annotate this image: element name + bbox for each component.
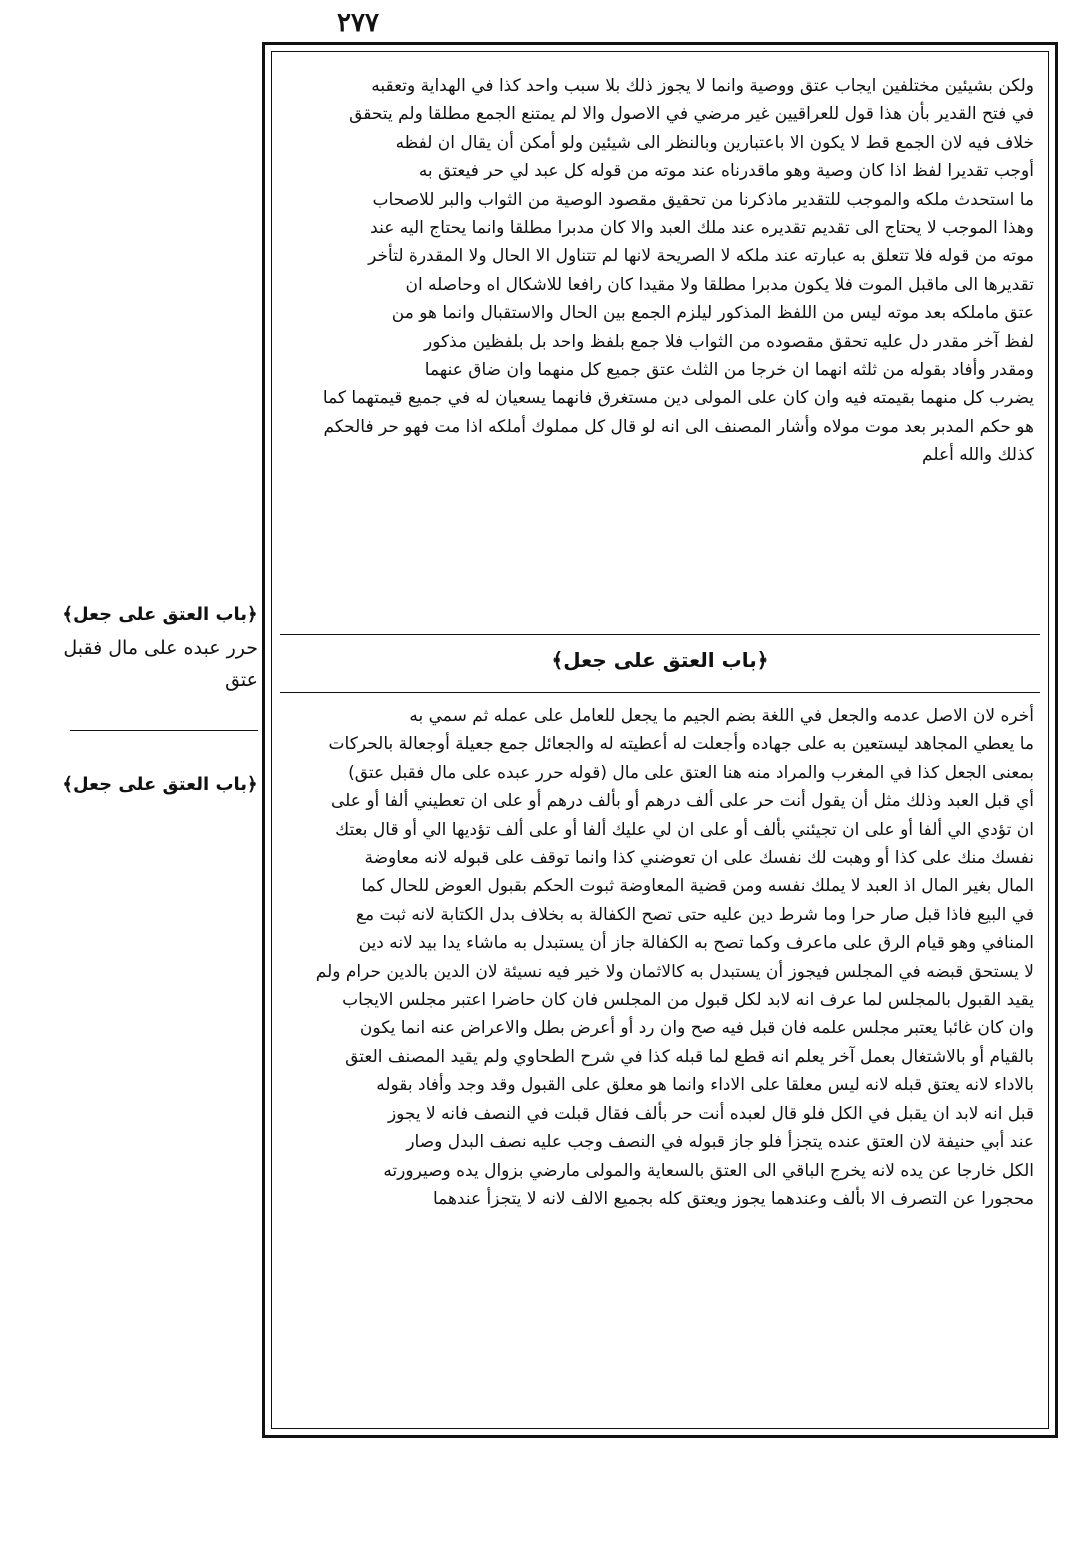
text-line: عتق ماملكه بعد موته ليس من اللفظ المذكور ليلزم الجمع بين الحال والاستقبال وانما هو من	[391, 303, 1034, 324]
text-line: أوجب تقديرا لفظ اذا كان وصية وهو ماقدرناه عند موته من قوله كل عبد لي حر فيعتق به	[418, 161, 1034, 182]
text-line: محجورا عن التصرف الا بألف وعندهما يجوز ويعتق كله بجميع الالف لانه لا يتجزأ عندهما	[432, 1188, 1034, 1209]
text-line: لا يستحق قبضه في المجلس فيجوز أن يستبدل به كالاثمان ولا خير فيه نسيئة لان الدين بالدين حرام ولم	[315, 961, 1034, 982]
margin-notes	[62, 600, 258, 810]
text-line: وان كان غائبا يعتبر مجلس علمه فان قبل فيه صح وان رد أو أعرض بطل والاعراض عنه انما يكون	[359, 1018, 1034, 1039]
text-line: ولكن بشيئين مختلفين ايجاب عتق ووصية وانما لا يجوز ذلك بلا سبب واحد كذا في الهداية وتعقبه	[371, 76, 1034, 96]
commentary-paragraph-top	[290, 72, 1034, 652]
page-number: ٢٧٧	[337, 8, 379, 38]
page-frame	[262, 42, 1058, 1438]
divider-line-2	[280, 692, 1040, 693]
text-line: نفسك منك على كذا أو وهبت لك نفسك على ان تعوضني كذا وانما توقف على قبوله لانه معاوضة	[364, 848, 1034, 869]
margin-chapter-heading: ﴿باب العتق على جعل﴾	[62, 604, 258, 625]
margin-chapter-heading-2: ﴿باب العتق على جعل﴾	[62, 774, 258, 795]
text-line: ومقدر وأفاد بقوله من ثلثه انهما ان خرجا من الثلث عتق جميع كل منهما وان ضاق عنهما	[424, 360, 1034, 381]
text-line: لفظ آخر مقدر دل عليه تحقق مقصوده من الثواب فلا جمع بلفظ واحد بل بلفظين مذكور	[424, 331, 1034, 352]
text-line: كذلك والله أعلم	[922, 445, 1034, 466]
page-frame-inner-border	[271, 51, 1049, 1429]
margin-matn-text: حرر عبده على مال فقبل عتق	[63, 637, 258, 691]
text-line: أخره لان الاصل عدمه والجعل في اللغة بضم الجيم ما يجعل للعامل على عمله ثم سمي به	[409, 706, 1034, 726]
text-line: يقيد القبول بالمجلس لما عرف انه لابد لكل قبول من المجلس فان كان حاضرا اعتبر مجلس الايجاب	[342, 990, 1034, 1011]
text-line: بمعنى الجعل كذا في المغرب والمراد منه هنا العتق على مال (قوله حرر عبده على مال فقبل عتق)	[348, 762, 1034, 783]
text-line: ان تؤدي الي ألفا أو على ان تجيئني بألف أو على ان لي عليك ألفا أو على ألف تؤديها الي أو قال بعتك	[335, 819, 1034, 840]
margin-divider	[70, 730, 258, 731]
text-line: المنافي وهو قيام الرق على ماعرف وكما تصح به الكفالة جاز أن يستبدل به ماشاء يدا بيد لانه دين	[358, 933, 1034, 954]
text-line: تقديرها الى ماقبل الموت فلا يكون مدبرا مطلقا ولا مقيدا كان رافعا للاشكال اه وحاصله ان	[405, 274, 1034, 295]
text-line: بالقيام أو بالاشتغال بعمل آخر يعلم انه قطع لما قبله كذا في شرح الطحاوي ولم يقيد المصنف العتق	[345, 1046, 1034, 1067]
chapter-heading: ﴿باب العتق على جعل﴾	[551, 648, 769, 672]
text-line: بالاداء لانه يعتق قبله لانه ليس معلقا على الاداء وانما هو معلق على القبول وقد وجد وأفاد بقوله	[376, 1075, 1034, 1096]
text-line: وهذا الموجب لا يحتاج الى تقديم تقديره عند ملك العبد والا كان مدبرا مطلقا وانما يحتاج اليه عند	[370, 218, 1034, 239]
text-line: ما يعطي المجاهد ليستعين به على جهاده وأجعلت له أعطيته له والجعائل جمع جعيلة أوجعالة بالحركات	[328, 734, 1034, 755]
text-line: عند أبي حنيفة لان العتق عنده يتجزأ فلو جاز قبوله في النصف وجب عليه نصف البدل وصار	[406, 1132, 1034, 1153]
divider-line	[280, 634, 1040, 635]
text-line: هو حكم المدبر بعد موت مولاه وأشار المصنف الى انه لو قال كل مملوك أملكه اذا مت فهو حر فالحكم	[323, 416, 1034, 437]
text-line: في فتح القدير بأن هذا قول للعراقيين غير مرضي في الاصول والا لم يمتنع الجمع مطلقا ولم يتحقق	[349, 104, 1034, 125]
text-line: موته من قوله فلا تتعلق به عبارته عند ملكه لا الصريحة لانها لم تتناول الا الحال ولا المقدرة لتأخر	[368, 246, 1034, 267]
text-line: يضرب كل منهما بقيمته فيه وان كان على المولى دين مستغرق فانهما يسعيان له في جميع قيمتهما كما	[322, 388, 1034, 409]
commentary-paragraph-bottom	[290, 702, 1034, 1422]
text-line: ما استحدث ملكه والموجب للتقدير ماذكرنا من تحقيق مقصود الوصية من الثواب والبر للاصحاب	[372, 189, 1034, 210]
text-line: في البيع فاذا قبل صار حرا وما شرط دين عليه حتى تصح الكفالة به بخلاف بدل الكتابة لانه ثبت مع	[355, 904, 1034, 925]
text-line: المال بغير المال اذ العبد لا يملك نفسه ومن قضية المعاوضة ثبوت الحكم بقبول العوض للحال كما	[361, 876, 1034, 897]
text-line: أي قبل العبد وذلك مثل أن يقول أنت حر على ألف درهم أو بألف درهم أو على ان تعطيني ألفا أو على	[330, 791, 1034, 812]
text-line: قبل انه لابد ان يقبل في الكل فلو قال لعبده أنت حر بألف فقال قبلت في النصف فانه لا يجوز	[387, 1103, 1034, 1124]
text-line: الكل خارجا عن يده لانه يخرج الباقي الى العتق بالسعاية والمولى مارضي بزوال يده وصيرورته	[383, 1160, 1034, 1181]
text-line: خلاف فيه لان الجمع قط لا يكون الا باعتبارين وبالنظر الى شيئين ولو أمكن أن يقال ان لفظه	[395, 132, 1034, 153]
